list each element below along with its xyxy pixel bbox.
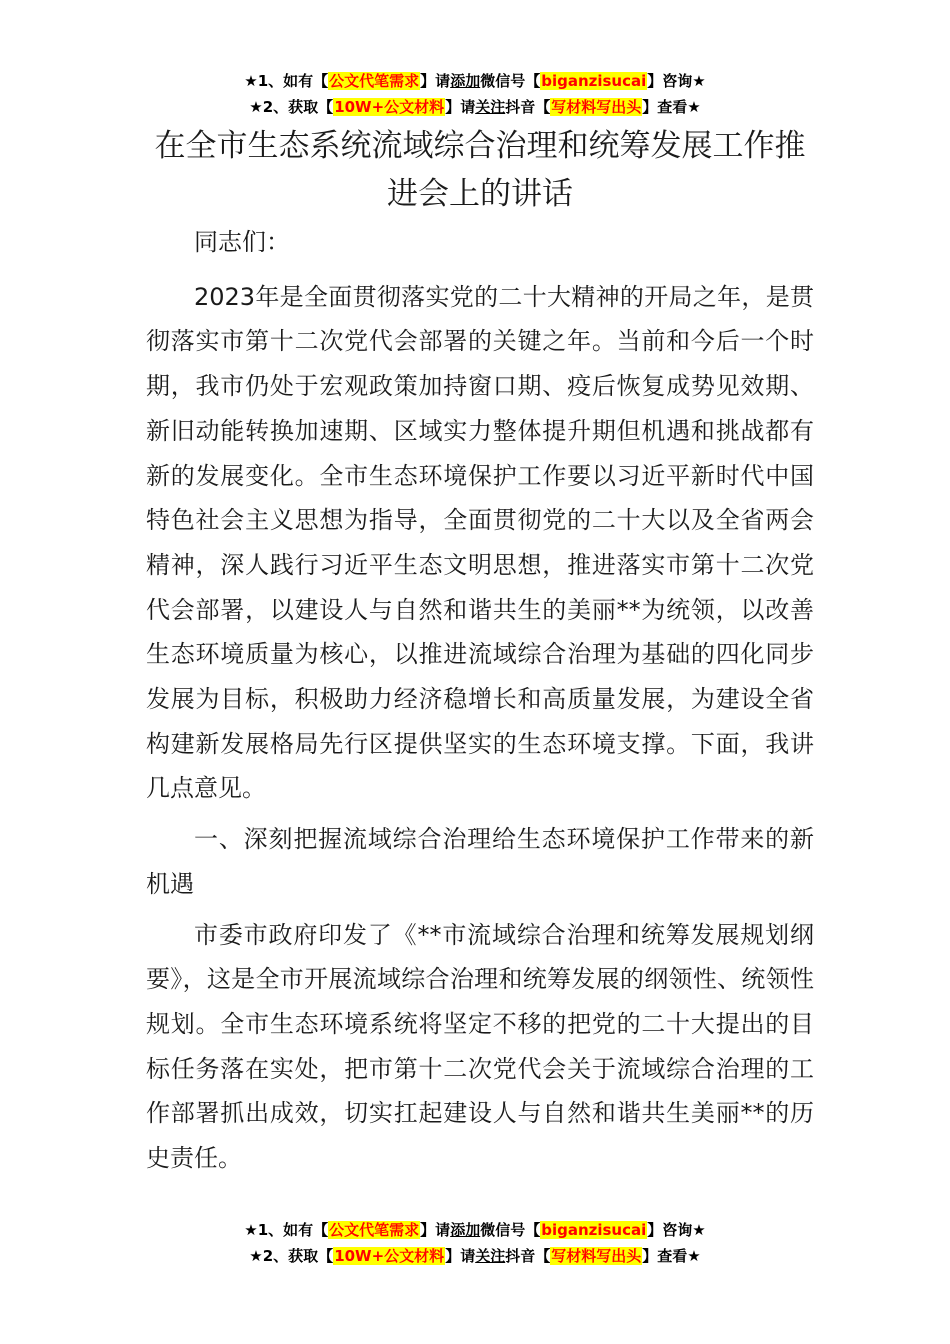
paragraph-section-1: 市委市政府印发了《**市流域综合治理和统筹发展规划纲要》，这是全市开展流域综合治理和统筹发展的纲领性、统领性规划。全市生态环境系统将坚定不移的把党的二十大提出的目标任务落在实处，把市第十二次党代会关于流域综合治理的工作部署抓出成效，切实扛起建设人与自然和谐共生美丽**的历史责任。 [146, 920, 814, 1173]
promo-highlight: 公文代笔需求 [329, 1221, 420, 1239]
footer-promo-banner [0, 1217, 950, 1269]
promo-text: ★2、获取【 [249, 98, 334, 116]
document-body [146, 220, 814, 1187]
header-promo-banner [0, 68, 950, 120]
promo-highlight: 写材料写出头 [551, 1247, 642, 1265]
promo-text: 抖音【 [505, 1247, 551, 1265]
greeting: 同志们： [194, 228, 290, 256]
promo-underline: 关注 [475, 98, 506, 116]
promo-text: 】咨询★ [647, 1221, 706, 1239]
document-title: 在全市生态系统流域综合治理和统筹发展工作推进会上的讲话 [154, 128, 806, 212]
section-heading: 一、深刻把握流域综合治理给生态环境保护工作带来的新机遇 [146, 825, 814, 898]
promo-text: 微信号【 [480, 1221, 541, 1239]
promo-text: ★1、如有【 [244, 1221, 329, 1239]
promo-text: ★2、获取【 [249, 1247, 334, 1265]
paragraph-intro: 2023年是全面贯彻落实党的二十大精神的开局之年，是贯彻落实市第十二次党代会部署的关键之年。当前和今后一个时期，我市仍处于宏观政策加持窗口期、疫后恢复成势见效期、新旧动能转换加速期、区域实力整体提升期但机遇和挑战都有新的发展变化。全市生态环境保护工作要以习近平新时代中国特色社会主义思想为指导，全面贯彻党的二十大以及全省两会精神，深人践行习近平生态文明思想，推进落实市第十二次党代会部署，以建设人与自然和谐共生的美丽**为统领，以改善生态环境质量为核心，以推进流域综合治理为基础的四化同步发展为目标，积极助力经济稳增长和高质量发展，为建设全省构建新发展格局先行区提供坚实的生态环境支撑。下面，我讲几点意见。 [146, 282, 814, 803]
promo-line-1 [0, 68, 950, 94]
promo-highlight: 公文代笔需求 [329, 72, 420, 90]
promo-text: 抖音【 [505, 98, 551, 116]
promo-highlight: 10W+公文材料 [334, 98, 445, 116]
promo-text: 】查看★ [642, 98, 701, 116]
promo-highlight: 写材料写出头 [551, 98, 642, 116]
promo-text: 微信号【 [480, 72, 541, 90]
promo-highlight: biganzisucai [541, 1221, 647, 1239]
promo-highlight: 10W+公文材料 [334, 1247, 445, 1265]
promo-text: ★1、如有【 [244, 72, 329, 90]
promo-highlight: biganzisucai [541, 72, 647, 90]
promo-line-1 [0, 1217, 950, 1243]
promo-text: 】咨询★ [647, 72, 706, 90]
promo-underline: 添加 [450, 72, 481, 90]
promo-underline: 添加 [450, 1221, 481, 1239]
promo-text: 】查看★ [642, 1247, 701, 1265]
promo-text: 】请 [445, 98, 476, 116]
promo-underline: 关注 [475, 1247, 506, 1265]
promo-line-2 [0, 94, 950, 120]
promo-line-2 [0, 1243, 950, 1269]
promo-text: 】请 [420, 72, 451, 90]
promo-text: 】请 [445, 1247, 476, 1265]
promo-text: 】请 [420, 1221, 451, 1239]
